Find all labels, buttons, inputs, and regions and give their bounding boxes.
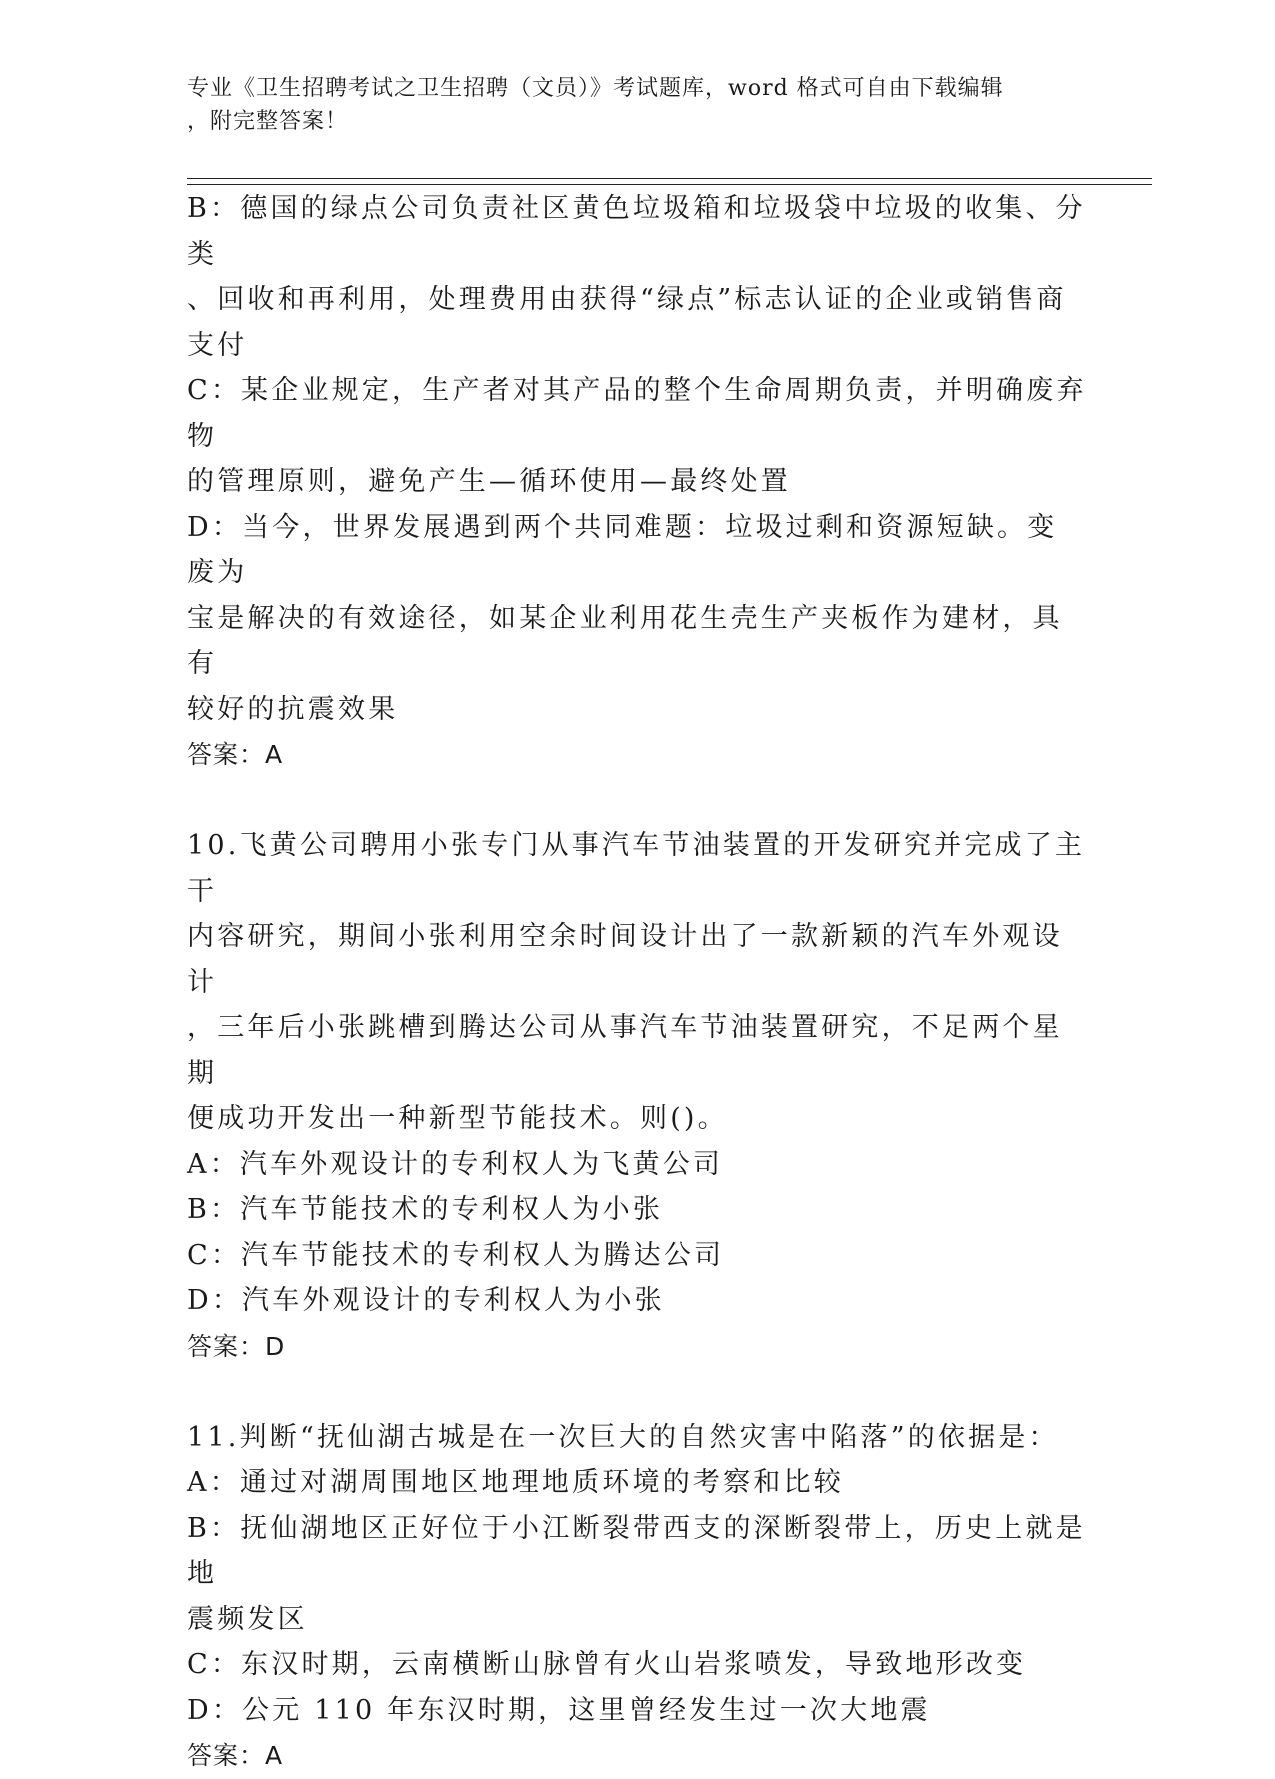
spacer xyxy=(187,1369,1087,1415)
answer-11: 答案：A xyxy=(187,1741,284,1770)
option-line: 支付 xyxy=(187,329,248,361)
header-rule-bottom xyxy=(187,184,1152,185)
question-10-stem xyxy=(187,823,1087,1142)
option-11-d: D：公元 110 年东汉时期，这里曾经发生过一次大地震 xyxy=(187,1694,931,1726)
option-line: B：抚仙湖地区正好位于小江断裂带西支的深断裂带上，历史上就是地 xyxy=(187,1512,1086,1589)
header-line-1: 专业《卫生招聘考试之卫生招聘（文员）》考试题库，word 格式可自由下载编辑 xyxy=(187,76,1004,101)
option-10-d: D：汽车外观设计的专利权人为小张 xyxy=(187,1285,665,1316)
stem-line: 10.飞黄公司聘用小张专门从事汽车节油装置的开发研究并完成了主干 xyxy=(187,830,1086,907)
stem-line: 内容研究，期间小张利用空余时间设计出了一款新颖的汽车外观设计 xyxy=(187,921,1063,998)
option-line: D：当今，世界发展遇到两个共同难题：垃圾过剩和资源短缺。变废为 xyxy=(187,511,1058,588)
option-11-b xyxy=(187,1506,1087,1643)
option-9-c xyxy=(187,368,1087,505)
option-11-c: C：东汉时期，云南横断山脉曾有火山岩浆喷发，导致地形改变 xyxy=(187,1649,1027,1680)
option-11-a: A：通过对湖周围地区地理地质环境的考察和比较 xyxy=(187,1467,844,1498)
stem-line: 便成功开发出一种新型节能技术。则()。 xyxy=(187,1103,728,1134)
option-line: 的管理原则，避免产生—循环使用—最终处置 xyxy=(187,466,791,497)
option-9-d xyxy=(187,505,1087,733)
header-line-2: ，附完整答案！ xyxy=(187,109,349,134)
document-header xyxy=(187,72,1067,138)
answer-10: 答案：D xyxy=(187,1331,286,1361)
option-line: B：德国的绿点公司负责社区黄色垃圾箱和垃圾袋中垃圾的收集、分类 xyxy=(187,193,1086,270)
question-9-tail xyxy=(187,186,1087,778)
stem-line: ，三年后小张跳槽到腾达公司从事汽车节油装置研究，不足两个星期 xyxy=(187,1012,1063,1089)
spacer xyxy=(187,778,1087,824)
option-line: 震频发区 xyxy=(187,1603,308,1635)
option-line: 较好的抗震效果 xyxy=(187,693,399,725)
question-11 xyxy=(187,1415,1087,1779)
option-9-b xyxy=(187,186,1087,368)
question-11-stem: 11.判断“抚仙湖古城是在一次巨大的自然灾害中陷落”的依据是： xyxy=(187,1421,1059,1453)
header-rule-top xyxy=(187,178,1152,179)
page-content xyxy=(187,186,1087,1779)
option-line: C：某企业规定，生产者对其产品的整个生命周期负责，并明确废弃物 xyxy=(187,375,1087,452)
question-10 xyxy=(187,823,1087,1369)
option-10-b: B：汽车节能技术的专利权人为小张 xyxy=(187,1194,664,1225)
answer-9: 答案：A xyxy=(187,740,284,769)
option-line: 、回收和再利用，处理费用由获得“绿点”标志认证的企业或销售商 xyxy=(187,284,1067,315)
option-10-c: C：汽车节能技术的专利权人为腾达公司 xyxy=(187,1239,725,1271)
option-line: 宝是解决的有效途径，如某企业利用花生壳生产夹板作为建材，具有 xyxy=(187,602,1063,679)
option-10-a: A：汽车外观设计的专利权人为飞黄公司 xyxy=(187,1148,724,1180)
